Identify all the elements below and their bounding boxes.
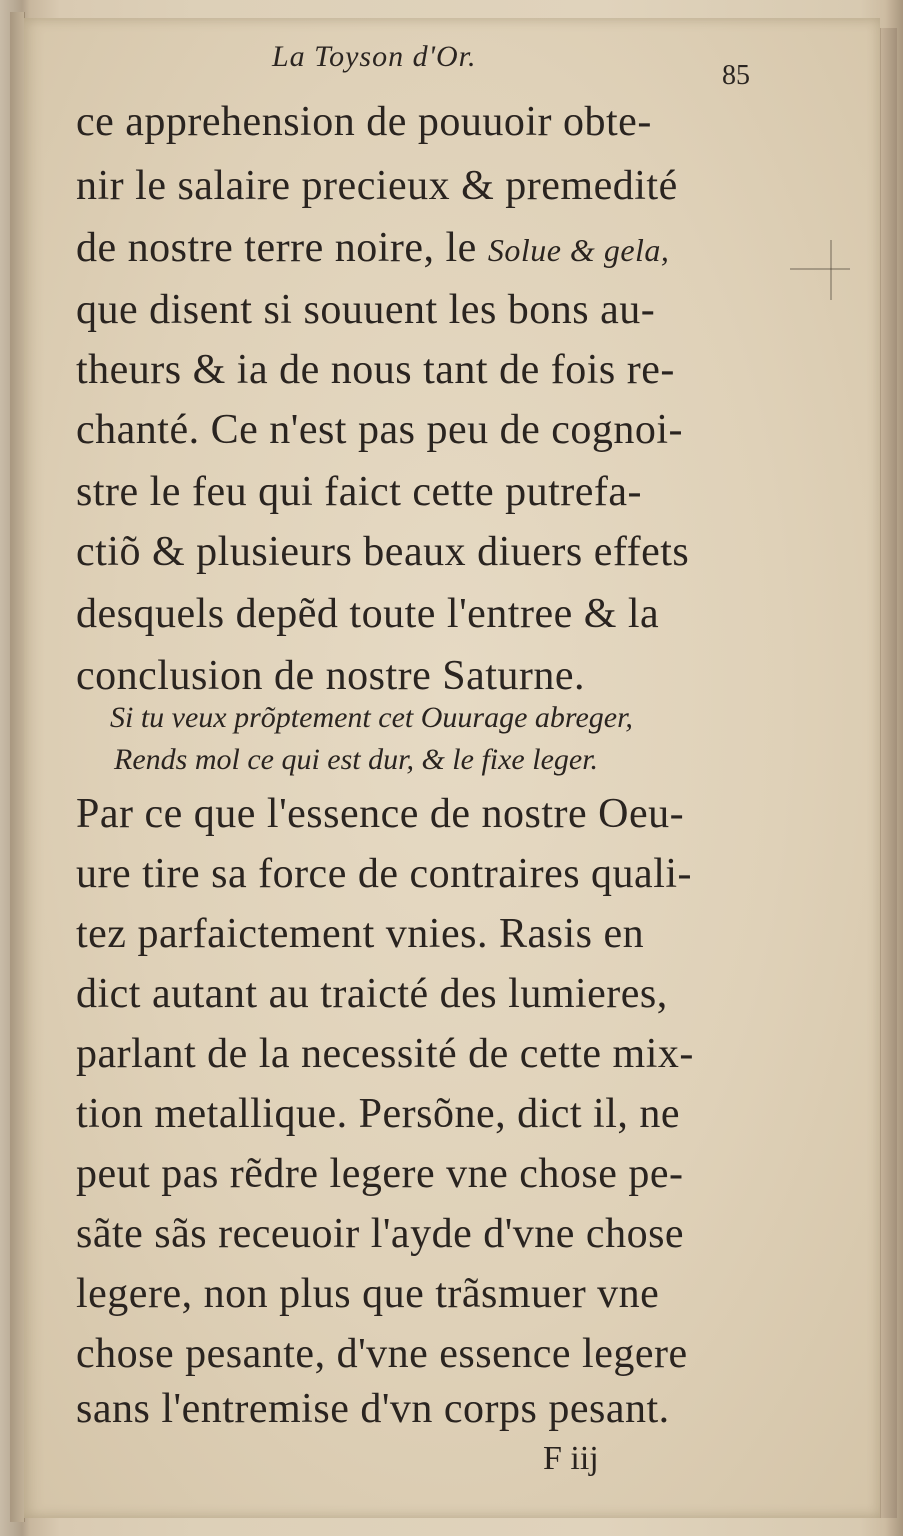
text-line: dict autant au traicté des lumieres, (76, 971, 668, 1017)
pencil-mark (790, 268, 850, 270)
italic-phrase: Solue & gela, (487, 232, 670, 268)
right-page-edge (880, 28, 897, 1518)
text-line: nir le salaire precieux & premedité (76, 163, 678, 209)
text-line: parlant de la necessité de cette mix- (76, 1031, 694, 1077)
running-head: La Toyson d'Or. (272, 40, 477, 73)
text-line: sans l'entremise d'vn corps pesant. (76, 1386, 670, 1432)
text-line: conclusion de nostre Saturne. (76, 653, 586, 699)
text-line: Par ce que l'essence de nostre Oeu- (76, 791, 685, 837)
text-line: tion metallique. Persõne, dict il, ne (76, 1091, 681, 1137)
text-line: chose pesante, d'vne essence legere (76, 1331, 688, 1377)
text-line: legere, non plus que trãsmuer vne (76, 1271, 660, 1317)
pencil-mark (830, 240, 832, 300)
verse-line: Rends mol ce qui est dur, & le fixe leger. (114, 743, 599, 776)
text-line: ctiõ & plusieurs beaux diuers effets (76, 529, 690, 575)
text-line (76, 224, 776, 274)
text-line: chanté. Ce n'est pas peu de cognoi- (76, 407, 684, 453)
text-line: peut pas rẽdre legere vne chose pe- (76, 1151, 684, 1197)
text-segment: de nostre terre noire, le (76, 225, 477, 271)
text-line: que disent si souuent les bons au- (76, 287, 656, 333)
verse-line: Si tu veux prõptement cet Ouurage abreger, (110, 701, 633, 734)
page-number: 85 (722, 60, 750, 91)
text-line: tez parfaictement vnies. Rasis en (76, 911, 645, 957)
text-line: ure tire sa force de contraires quali- (76, 851, 693, 897)
text-line: stre le feu qui faict cette putrefa- (76, 469, 643, 515)
text-line: ce apprehension de pouuoir obte- (76, 99, 652, 145)
text-line: sãte sãs receuoir l'ayde d'vne chose (76, 1211, 685, 1257)
text-line: theurs & ia de nous tant de fois re- (76, 347, 675, 393)
signature-mark: F iij (543, 1440, 599, 1477)
left-page-edge (10, 12, 25, 1522)
text-line: desquels depẽd toute l'entree & la (76, 591, 660, 637)
